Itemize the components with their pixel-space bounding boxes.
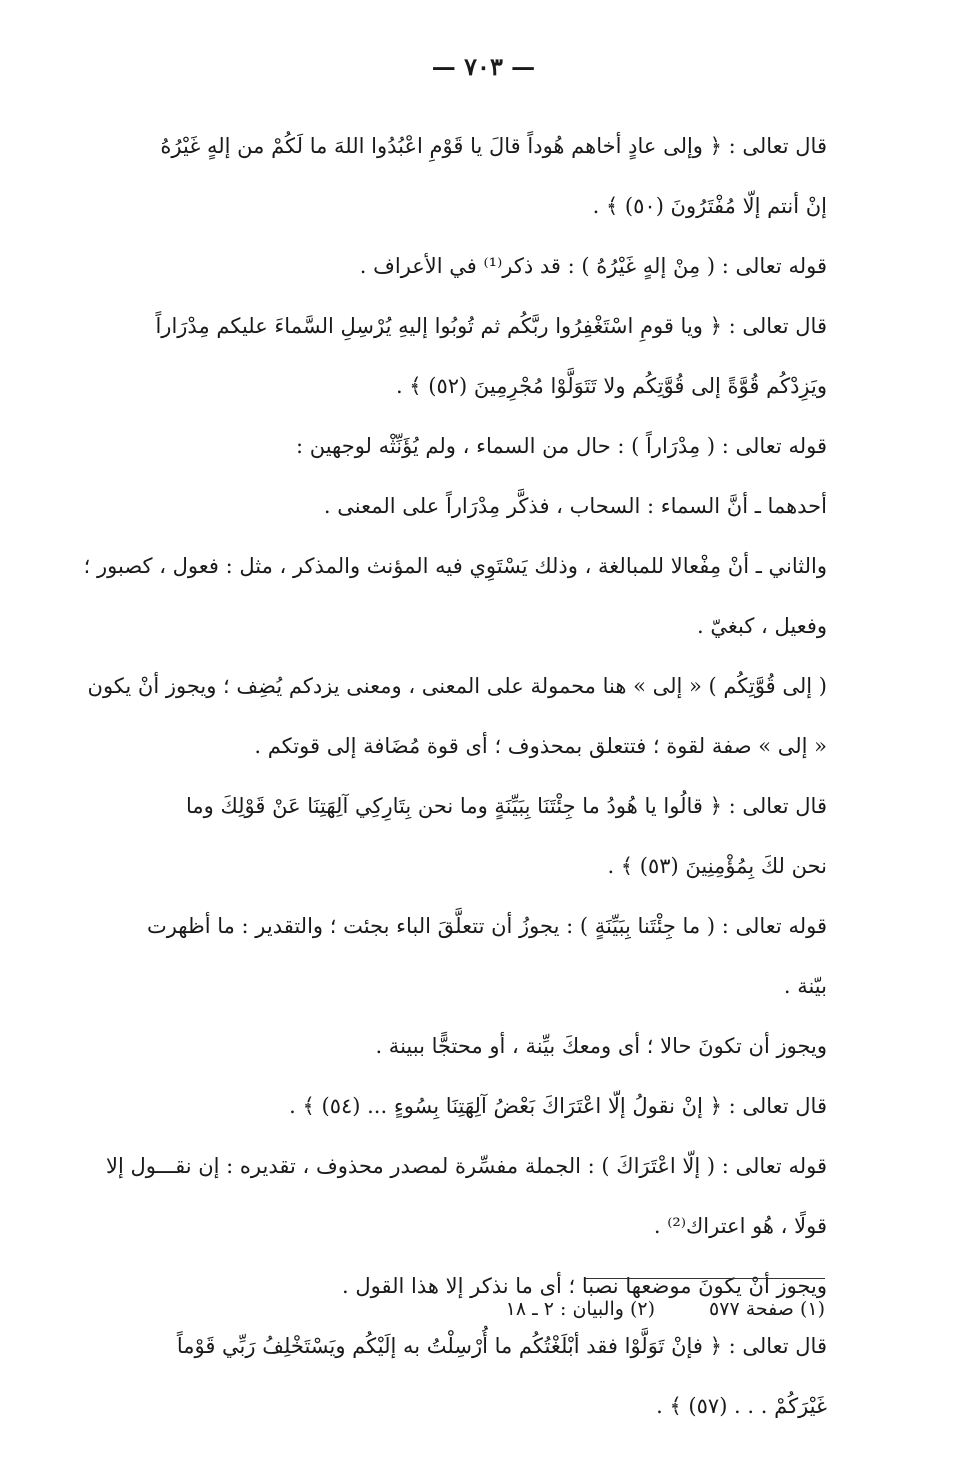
page-number: — ٧٠٣ — bbox=[431, 52, 536, 81]
text-line: قوله تعالى : ( مِدْرَاراً ) : حال من السماء ، ولم يُؤَنِّثْه لوجهين : bbox=[295, 434, 827, 458]
text-line: قولًا ، هُو اعتراك⁽²⁾ . bbox=[653, 1214, 827, 1238]
text-line: ويجوز أن تكونَ حالا ؛ أى ومعكَ بيِّنة ، أو محتجًّا ببينة . bbox=[375, 1034, 827, 1058]
text-line: أحدهما ـ أنَّ السماء : السحاب ، فذكَّر مِدْرَاراً على المعنى . bbox=[323, 494, 827, 518]
footnote-divider bbox=[585, 1278, 825, 1279]
text-line: قال تعالى : ﴿ قالُوا يا هُودُ ما جِئْتَنَا بِبَيِّنَةٍ وما نحن بِتَارِكِي آلِهَتِنَا عَنْ قَوْلِكَ وما bbox=[185, 794, 827, 818]
footnotes bbox=[365, 1294, 825, 1324]
text-line: « إلى » صفة لقوة ؛ فتتعلق بمحذوف ؛ أى قوة مُضَافة إلى قوتكم . bbox=[254, 734, 827, 758]
footnote-2: (٢) والبيان : ٢ ـ ١٨ bbox=[505, 1298, 655, 1320]
text-line: قال تعالى : ﴿ إنْ نقولُ إلّا اعْتَرَاكَ بَعْضُ آلِهَتِنَا بِسُوءٍ ... (٥٤) ﴾ . bbox=[289, 1094, 827, 1118]
text-line: ويَزِدْكُم قُوَّةً إلى قُوَّتِكُم ولا تَتَوَلَّوْا مُجْرِمِينَ (٥٢) ﴾ . bbox=[395, 374, 827, 398]
text-line: والثاني ـ أنْ مِفْعالا للمبالغة ، وذلك يَسْتَوِي فيه المؤنث والمذكر ، مثل : فعول ، كصبور ؛ bbox=[83, 554, 827, 578]
footnote-1: (١) صفحة ٥٧٧ bbox=[709, 1298, 825, 1320]
text-line: ويجوز أنْ يكونَ موضعها نصبا ؛ أى ما نذكر إلا هذا القول . bbox=[342, 1274, 827, 1298]
text-line: بيّنة . bbox=[783, 974, 827, 998]
text-line: إنْ أنتم إلّا مُفْتَرُونَ (٥٠) ﴾ . bbox=[592, 194, 827, 218]
text-line: وفعيل ، كبغيّ . bbox=[697, 614, 827, 638]
text-line: قال تعالى : ﴿ فإنْ تَوَلَّوْا فقد أبْلَغْتُكُم ما أُرْسِلْتُ به إلَيْكُم ويَسْتَخْلِفُ رَبِّي قَوْماً bbox=[176, 1334, 827, 1358]
text-line: قال تعالى : ﴿ ويا قومِ اسْتَغْفِرُوا ربَّكُم ثم تُوبُوا إليهِ يُرْسِلِ السَّماءَ عليكم مِدْرَاراً bbox=[155, 314, 827, 338]
text-line: قوله تعالى : ( إلّا اعْتَرَاكَ ) : الجملة مفسِّرة لمصدر محذوف ، تقديره : إن نقـــول إلا bbox=[106, 1154, 827, 1178]
text-line: ( إلى قُوَّتِكُم ) « إلى » هنا محمولة على المعنى ، ومعنى يزدكم يُضِف ؛ ويجوز أنْ يكون bbox=[87, 674, 827, 698]
text-line: نحن لكَ بِمُؤْمِنِينَ (٥٣) ﴾ . bbox=[607, 854, 827, 878]
text-line: قوله تعالى : ( مِنْ إلهٍ غَيْرُهُ ) : قد ذكر⁽¹⁾ في الأعراف . bbox=[359, 254, 827, 278]
body-text bbox=[37, 116, 827, 1436]
text-line: قال تعالى : ﴿ وإلى عادٍ أخاهم هُوداً قالَ يا قَوْمِ اعْبُدُوا اللهَ ما لَكُمْ من إلهٍ غَيْرُهُ bbox=[160, 134, 827, 158]
text-line: قوله تعالى : ( ما جِئْتَنا بِبَيِّنَةٍ ) : يجوزُ أن تتعلَّقَ الباء بجئت ؛ والتقدير : ما أظهرت bbox=[146, 914, 827, 938]
text-line: غَيْرَكُمْ . . . (٥٧) ﴾ . bbox=[656, 1394, 827, 1418]
